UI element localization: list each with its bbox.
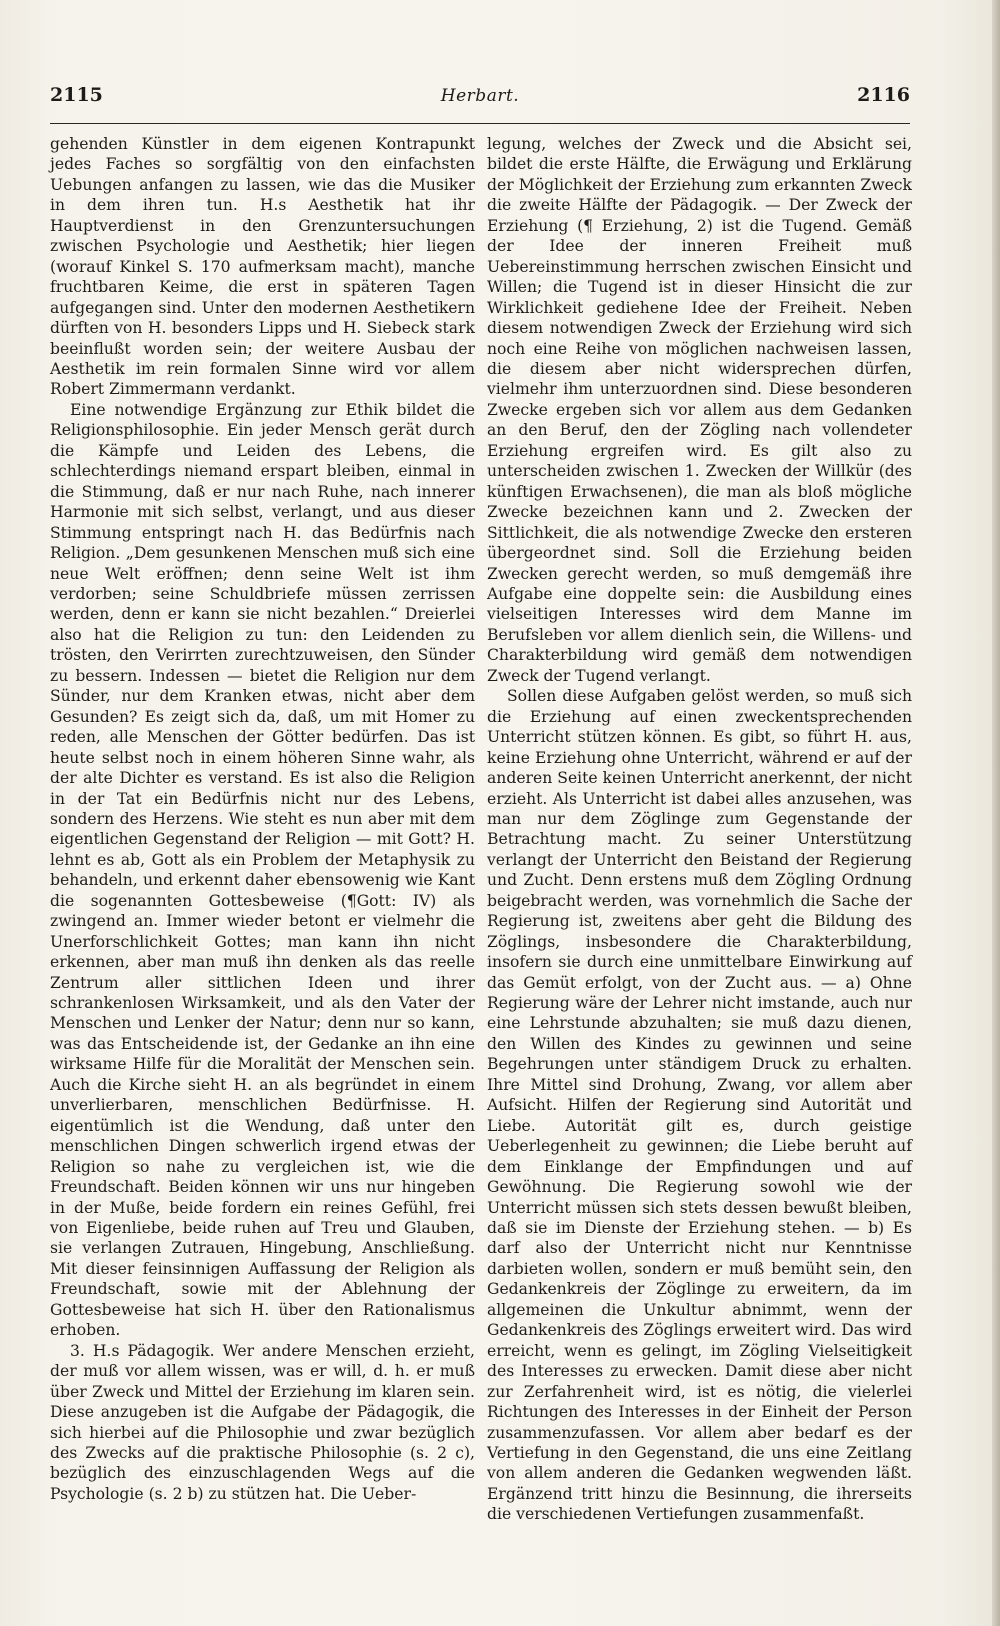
page-edge	[992, 0, 1000, 1626]
running-title: Herbart.	[440, 86, 520, 106]
right-paragraph-2: Sollen diese Aufgaben gelöst werden, so muß sich die Erziehung auf einen zweckentsprechenden Unterricht stützen können. Es gibt, so führt H. aus, keine Erziehung ohne Unterricht, während er auf der anderen Seite keinen Unterricht anerkennt, der nicht erzieht. Als Unterricht ist dabei alles anzusehen, was man nur dem Zöglinge zum Gegenstande der Betrachtung macht. Zu seiner Unterstützung verlangt der Unterricht den Beistand der Regierung und Zucht. Denn erstens muß dem Zögling Ordnung beigebracht werden, was vornehmlich die Sache der Regierung ist, zweitens aber geht die Bildung des Zöglings, insbesondere die Charakterbildung, insofern sie durch eine unmittelbare Einwirkung auf das Gemüt erfolgt, von der Zucht aus. — a) Ohne Regierung wäre der Lehrer nicht imstande, auch nur eine Lehrstunde abzuhalten; sie muß dazu dienen, den Willen des Kindes zu gewinnen und seine Begehrungen unter ständigem Druck zu erhalten. Ihre Mittel sind Drohung, Zwang, vor allem aber Aufsicht. Hilfen der Regierung sind Autorität und Liebe. Autorität gilt es, durch geistige Ueberlegenheit zu gewinnen; die Liebe beruht auf dem Einklange der Empfindungen und auf Gewöhnung. Die Regierung sowohl wie der Unterricht müssen sich stets dessen bewußt bleiben, daß sie im Dienste der Erziehung stehen. — b) Es darf also der Unterricht nicht nur Kenntnisse darbieten wollen, sondern er muß bemüht sein, den Gedankenkreis der Zöglinge zu erweitern, da im allgemeinen die Unkultur abnimmt, wenn der Gedankenkreis des Zöglings erweitert wird. Das wird erreicht, wenn es gelingt, im Zögling Vielseitigkeit des Interesses zu erwecken. Damit diese aber nicht zur Zerfahrenheit wird, ist es nötig, die vielerlei Richtungen des Interesses in der Einheit der Person zusammenzufassen. Vor allem aber bedarf es der Vertiefung in den Gegenstand, die uns eine Zeitlang von allem anderen die Gedanken wegwenden läßt. Ergänzend tritt hinzu die Besinnung, die ihrerseits die verschiedenen Vertiefungen zusammenfaßt.	[487, 687, 912, 1524]
right-paragraph-1: legung, welches der Zweck und die Absicht sei, bildet die erste Hälfte, die Erwägung und Erklärung der Möglichkeit der Erziehung zum erkannten Zweck die zweite Hälfte der Pädagogik. — Der Zweck der Erziehung (¶ Erziehung, 2) ist die Tugend. Gemäß der Idee der inneren Freiheit muß Uebereinstimmung herrschen zwischen Einsicht und Willen; die Tugend ist in dieser Hinsicht die zur Wirklichkeit gediehene Idee der Freiheit. Neben diesem notwendigen Zweck der Erziehung wird sich noch eine Reihe von möglichen nachweisen lassen, die diesem aber nicht widersprechen dürfen, vielmehr ihm unterzuordnen sind. Diese besonderen Zwecke ergeben sich vor allem aus dem Gedanken an den Beruf, den der Zögling nach vollendeter Erziehung ergreifen wird. Es gilt also zu unterscheiden zwischen 1. Zwecken der Willkür (des künftigen Erwachsenen), die man als bloß mögliche Zwecke bezeichnen kann und 2. Zwecken der Sittlichkeit, die als notwendige Zwecke den ersteren übergeordnet sind. Soll die Erziehung beiden Zwecken gerecht werden, so muß demgemäß ihre Aufgabe eine doppelte sein: die Ausbildung eines vielseitigen Interesses wird dem Manne im Berufsleben vor allem dienlich sein, die Willens- und Charakterbildung wird gemäß dem notwendigen Zweck der Tugend verlangt.	[487, 135, 912, 685]
left-paragraph-2: Eine notwendige Ergänzung zur Ethik bildet die Religionsphilosophie. Ein jeder Mensch gerät durch die Kämpfe und Leiden des Lebens, die schlechterdings niemand erspart bleiben, einmal in die Stimmung, daß er nur nach Ruhe, nach innerer Harmonie mit sich selbst, verlangt, und aus dieser Stimmung entspringt nach H. das Bedürfnis nach Religion. „Dem gesunkenen Menschen muß sich eine neue Welt eröffnen; denn seine Welt ist ihm verdorben; seine Schuldbriefe müssen zerrissen werden, denn er kann sie nicht bezahlen.“ Dreierlei also hat die Religion zu tun: den Leidenden zu trösten, den Verirrten zurechtzuweisen, den Sünder zu bessern. Indessen — bietet die Religion nur dem Sünder, nur dem Kranken etwas, nicht aber dem Gesunden? Es zeigt sich da, daß, um mit Homer zu reden, alle Menschen der Götter bedürfen. Das ist heute selbst noch in einem höheren Sinne wahr, als der alte Dichter es verstand. Es ist also die Religion in der Tat ein Bedürfnis nicht nur des Lebens, sondern des Herzens. Wie steht es nun aber mit dem eigentlichen Gegenstand der Religion — mit Gott? H. lehnt es ab, Gott als ein Problem der Metaphysik zu behandeln, und erkennt daher ebensowenig wie Kant die sogenannten Gottesbeweise (¶Gott: IV) als zwingend an. Immer wieder betont er vielmehr die Unerforschlichkeit Gottes; man kann ihn nicht erkennen, aber man muß ihn denken als das reelle Zentrum aller sittlichen Ideen und ihrer schrankenlosen Wirksamkeit, und als den Vater der Menschen und Lenker der Natur; denn nur so kann, was das Entscheidende ist, der Gedanke an ihn eine wirksame Hilfe für die Moralität der Menschen sein. Auch die Kirche sieht H. an als begründet in einem unverlierbaren, menschlichen Bedürfnisse. H. eigentümlich ist die Wendung, daß unter den menschlichen Dingen schwerlich irgend etwas der Religion so nahe zu vergleichen ist, wie die Freundschaft. Beiden können wir uns nur hingeben in der Muße, beide fordern ein reines Gefühl, frei von Eigenliebe, beide ruhen auf Treu und Glauben, sie verlangen Zutrauen, Hingebung, Anschließung. Mit dieser feinsinnigen Auffassung der Religion als Freundschaft, sowie mit der Ablehnung der Gottesbeweise hat sich H. über den Rationalismus erhoben.	[50, 400, 475, 1340]
left-paragraph-3: 3. H.s Pädagogik. Wer andere Menschen erzieht, der muß vor allem wissen, was er will, d. h. er muß über Zweck und Mittel der Erziehung im klaren sein. Diese anzugeben ist die Aufgabe der Pädagogik, die sich hierbei auf die Philosophie und zwar bezüglich des Zwecks auf die praktische Philosophie (s. 2 c), bezüglich des einzuschlagenden Wegs auf die Psychologie (s. 2 b) zu stützen hat. Die Ueber-	[50, 1341, 475, 1503]
right-column	[487, 134, 912, 1525]
right-page-number: 2116	[857, 84, 910, 106]
header-rule	[50, 123, 910, 124]
left-page-number: 2115	[50, 84, 103, 106]
left-paragraph-1: gehenden Künstler in dem eigenen Kontrapunkt jedes Faches so sorgfältig von den einfachsten Uebungen anfangen zu lassen, wie das die Musiker in dem ihren tun. H.s Aesthetik hat ihr Hauptverdienst in den Grenzuntersuchungen zwischen Psychologie und Aesthetik; hier liegen (worauf Kinkel S. 170 aufmerksam macht), manche fruchtbaren Keime, die erst in späteren Tagen aufgegangen sind. Unter den modernen Aesthetikern dürften von H. besonders Lipps und H. Siebeck stark beeinflußt worden sein; der weitere Ausbau der Aesthetik im rein formalen Sinne wird vor allem Robert Zimmermann verdankt.	[50, 135, 475, 399]
left-column	[50, 134, 475, 1504]
page-header	[50, 84, 910, 120]
